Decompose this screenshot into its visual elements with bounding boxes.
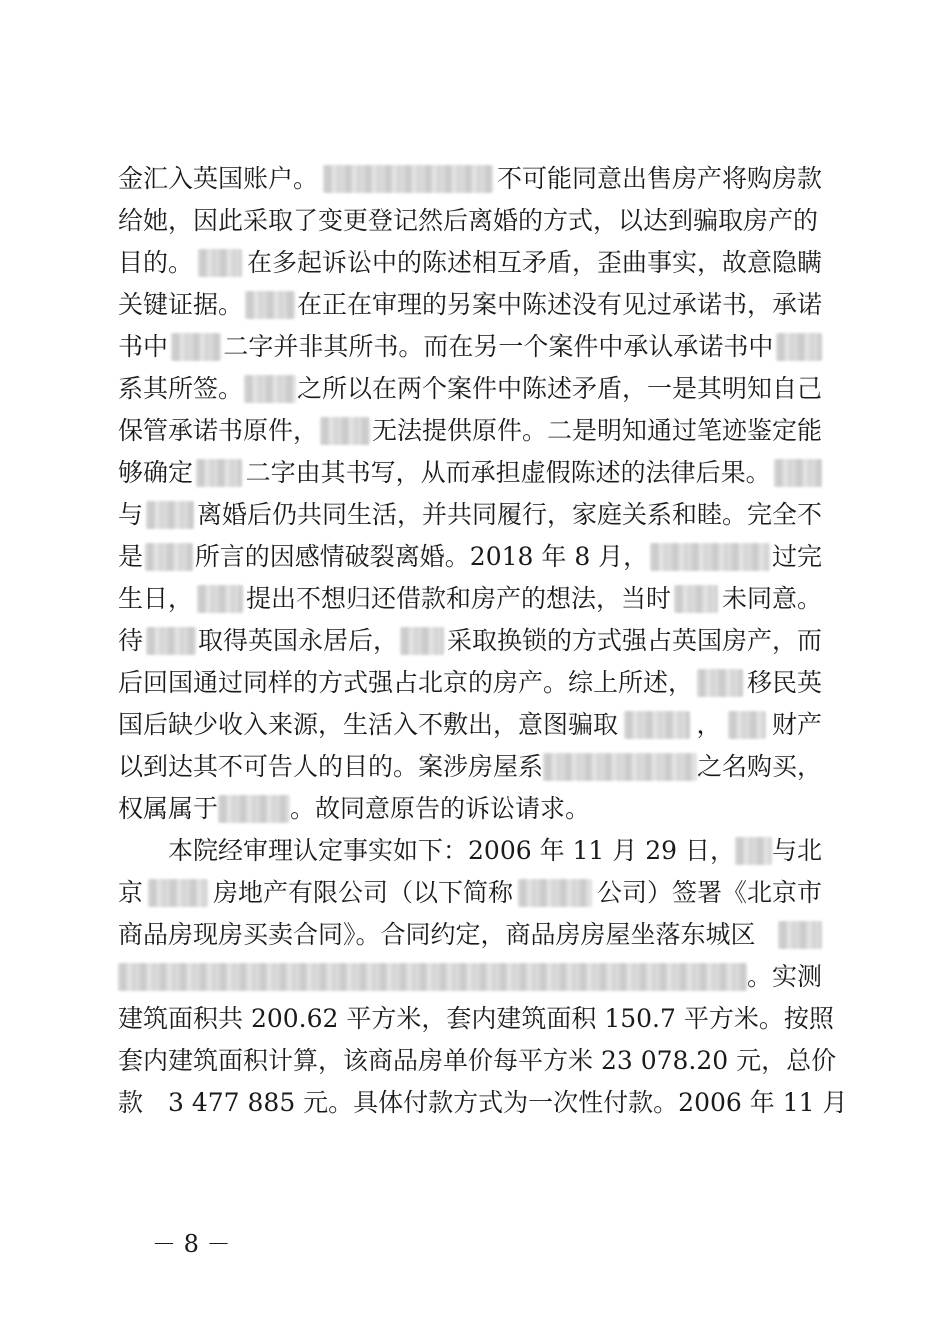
redacted-name — [145, 543, 193, 571]
text-line — [118, 327, 822, 367]
text-line — [118, 243, 822, 283]
redacted-name — [650, 543, 770, 571]
page-number: － 8 － — [152, 1230, 231, 1258]
text-line — [118, 159, 822, 199]
text-segment: 与 — [118, 500, 144, 529]
text-segment: 国后缺少收入来源，生活入不敷出，意图骗取 — [118, 710, 619, 739]
redacted-name — [697, 669, 743, 697]
text-segment: 公司）签署《北京市 — [596, 878, 822, 907]
redacted-name — [624, 711, 690, 739]
text-line — [118, 663, 822, 703]
text-segment: 取得英国永居后， — [197, 626, 398, 655]
text-segment: 无法提供原件。二是明知通过笔迹鉴定能 — [371, 416, 822, 445]
redacted-name — [400, 627, 444, 655]
text-segment: 与北 — [771, 836, 822, 865]
text-segment: ， — [696, 710, 722, 739]
text-segment: 以到达其不可告人的目的。案涉房屋系 — [118, 752, 544, 781]
text-segment: 是 — [118, 542, 144, 571]
redacted-name — [245, 291, 295, 319]
text-segment: 不可能同意出售房产将购房款 — [496, 164, 822, 193]
text-line — [118, 705, 822, 745]
text-line — [118, 1083, 848, 1123]
text-segment: 书中 — [118, 332, 169, 361]
text-segment: 未同意。 — [721, 584, 822, 613]
text-segment: 建筑面积共 200.62 平方米，套内建筑面积 150.7 平方米。按照 — [118, 1004, 834, 1033]
text-segment: 京 — [118, 878, 144, 907]
text-segment: 之所以在两个案件中陈述矛盾，一是其明知自己 — [296, 374, 822, 403]
text-segment: 商品房现房买卖合同》。合同约定，商品房房屋坐落东城区 — [118, 920, 756, 949]
redacted-name — [197, 585, 243, 613]
text-segment: 在多起诉讼中的陈述相互矛盾，歪曲事实，故意隐瞒 — [246, 248, 822, 277]
text-line — [118, 915, 822, 955]
text-segment: 权属属于 — [118, 794, 219, 823]
redacted-name — [171, 333, 221, 361]
text-segment: 后回国通过同样的方式强占北京的房产。综上所述， — [118, 668, 694, 697]
text-segment: 款 3 477 885 元。具体付款方式为一次性付款。2006 年 11 月 — [118, 1088, 848, 1117]
text-segment: 在正在审理的另案中陈述没有见过承诺书，承诺 — [296, 290, 822, 319]
text-segment: 够确定 — [118, 458, 194, 487]
text-line — [118, 285, 822, 325]
text-segment: 财产 — [771, 710, 822, 739]
redacted-name — [244, 375, 296, 403]
text-line — [118, 537, 822, 577]
text-segment: 给她，因此采取了变更登记然后离婚的方式，以达到骗取房产的 — [118, 206, 819, 235]
text-segment: 金汇入英国账户。 — [118, 164, 319, 193]
text-segment: 之名购买， — [696, 752, 822, 781]
text-segment: 离婚后仍共同生活，并共同履行，家庭关系和睦。完全不 — [196, 500, 822, 529]
text-segment: 关键证据。 — [118, 290, 244, 319]
text-line — [118, 453, 822, 493]
text-line — [118, 957, 822, 997]
text-line — [118, 747, 822, 787]
redacted-name — [196, 459, 242, 487]
redacted-name — [674, 585, 718, 613]
redacted-name — [728, 711, 766, 739]
text-segment: 移民英 — [746, 668, 822, 697]
text-segment: 二字由其书写，从而承担虚假陈述的法律后果。 — [245, 458, 771, 487]
text-segment: 所言的因感情破裂离婚。2018 年 8 月， — [194, 542, 649, 571]
text-line — [118, 495, 822, 535]
text-segment: 系其所签。 — [118, 374, 244, 403]
redacted-name — [146, 501, 194, 529]
redacted-name — [148, 879, 208, 907]
text-segment: 套内建筑面积计算，该商品房单价每平方米 23 078.20 元，总价 — [118, 1046, 837, 1075]
redacted-name — [323, 165, 493, 193]
redacted-address — [778, 921, 822, 949]
text-segment: 过完 — [771, 542, 822, 571]
text-line — [118, 1041, 837, 1081]
text-segment: 提出不想归还借款和房产的想法，当时 — [245, 584, 671, 613]
text-segment: 生日， — [118, 584, 194, 613]
redacted-name — [518, 879, 592, 907]
text-line — [118, 369, 822, 409]
redacted-name — [774, 459, 822, 487]
redacted-name — [543, 753, 697, 781]
text-segment: 。实测 — [746, 962, 822, 991]
text-line — [118, 789, 822, 829]
text-segment: 本院经审理认定事实如下：2006 年 11 月 29 日， — [168, 836, 735, 865]
text-line — [118, 873, 822, 913]
redacted-name — [776, 333, 822, 361]
text-segment: 目的。 — [118, 248, 194, 277]
text-segment: 二字并非其所书。而在另一个案件中承认承诺书中 — [223, 332, 774, 361]
redacted-name — [320, 417, 370, 445]
redacted-name — [218, 795, 290, 823]
redacted-name — [146, 627, 196, 655]
text-segment: 采取换锁的方式强占英国房产，而 — [446, 626, 822, 655]
text-segment: 待 — [118, 626, 144, 655]
redacted-name — [198, 249, 242, 277]
redacted-address — [118, 963, 747, 991]
redacted-name — [735, 837, 772, 865]
text-segment: 保管承诺书原件， — [118, 416, 319, 445]
text-line — [118, 201, 822, 241]
text-line — [118, 999, 834, 1039]
text-segment: 房地产有限公司（以下简称 — [212, 878, 513, 907]
text-line — [118, 621, 822, 661]
text-line — [168, 831, 822, 871]
text-segment: 。故同意原告的诉讼请求。 — [290, 794, 591, 823]
text-line — [118, 579, 822, 619]
text-line — [118, 411, 822, 451]
